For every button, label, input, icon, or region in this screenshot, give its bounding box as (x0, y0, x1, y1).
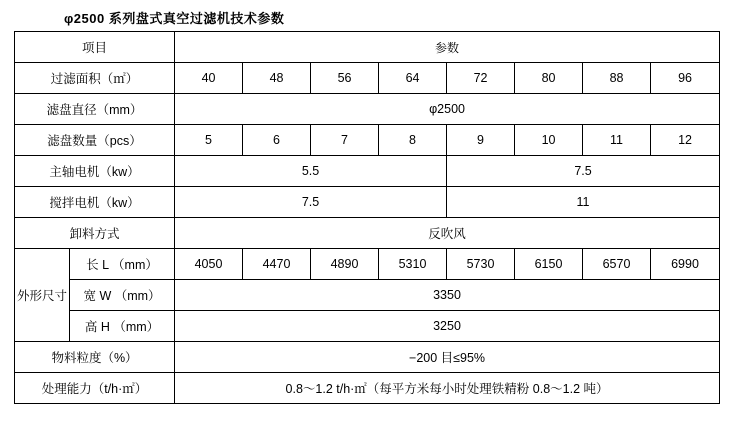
cell-value-half: 7.5 (447, 156, 720, 187)
cell-value-merged: 反吹风 (175, 218, 720, 249)
row-sublabel: 高 H （mm） (70, 311, 175, 342)
cell-value-half: 7.5 (175, 187, 447, 218)
table-row (15, 156, 720, 187)
table-row (15, 218, 720, 249)
row-label: 过滤面积（㎡） (15, 63, 175, 94)
cell-value-half: 11 (447, 187, 720, 218)
cell-value: 7 (311, 125, 379, 156)
cell-value: 10 (515, 125, 583, 156)
cell-value: 72 (447, 63, 515, 94)
row-label: 搅拌电机（kw） (15, 187, 175, 218)
cell-value: 12 (651, 125, 720, 156)
cell-value: 56 (311, 63, 379, 94)
cell-value: 88 (583, 63, 651, 94)
cell-value: 9 (447, 125, 515, 156)
row-label: 主轴电机（kw） (15, 156, 175, 187)
cell-value-merged: φ2500 (175, 94, 720, 125)
row-sublabel: 宽 W （mm） (70, 280, 175, 311)
table-row (15, 373, 720, 404)
cell-value-merged: 3350 (175, 280, 720, 311)
page-title: φ2500 系列盘式真空过滤机技术参数 (64, 11, 285, 26)
table-row (15, 63, 720, 94)
cell-value-merged: 0.8～1.2 t/h·㎡（每平方米每小时处理铁精粉 0.8～1.2 吨） (175, 373, 720, 404)
cell-value: 6150 (515, 249, 583, 280)
cell-value: 4050 (175, 249, 243, 280)
header-item-label: 项目 (15, 32, 175, 63)
row-label: 处理能力（t/h·㎡） (15, 373, 175, 404)
table-row (15, 280, 720, 311)
cell-value-merged: 3250 (175, 311, 720, 342)
row-label: 物料粒度（%） (15, 342, 175, 373)
cell-value: 5310 (379, 249, 447, 280)
cell-value: 6570 (583, 249, 651, 280)
cell-value: 96 (651, 63, 720, 94)
table-row (15, 94, 720, 125)
table-row (15, 311, 720, 342)
cell-value: 5730 (447, 249, 515, 280)
cell-value: 64 (379, 63, 447, 94)
table-row (15, 342, 720, 373)
cell-value-merged: −200 目≤95% (175, 342, 720, 373)
cell-value: 5 (175, 125, 243, 156)
cell-value-half: 5.5 (175, 156, 447, 187)
cell-value: 8 (379, 125, 447, 156)
table-row (15, 187, 720, 218)
row-label-dimensions: 外形尺寸 (15, 249, 70, 342)
cell-value: 6 (243, 125, 311, 156)
header-params-label: 参数 (175, 32, 720, 63)
cell-value: 80 (515, 63, 583, 94)
cell-value: 6990 (651, 249, 720, 280)
cell-value: 4890 (311, 249, 379, 280)
row-label: 卸料方式 (15, 218, 175, 249)
row-label: 滤盘直径（mm） (15, 94, 175, 125)
row-sublabel: 长 L （mm） (70, 249, 175, 280)
cell-value: 4470 (243, 249, 311, 280)
specification-table (14, 31, 720, 404)
table-row (15, 125, 720, 156)
cell-value: 11 (583, 125, 651, 156)
table-row (15, 249, 720, 280)
table-row-header (15, 32, 720, 63)
cell-value: 48 (243, 63, 311, 94)
cell-value: 40 (175, 63, 243, 94)
row-label: 滤盘数量（pcs） (15, 125, 175, 156)
